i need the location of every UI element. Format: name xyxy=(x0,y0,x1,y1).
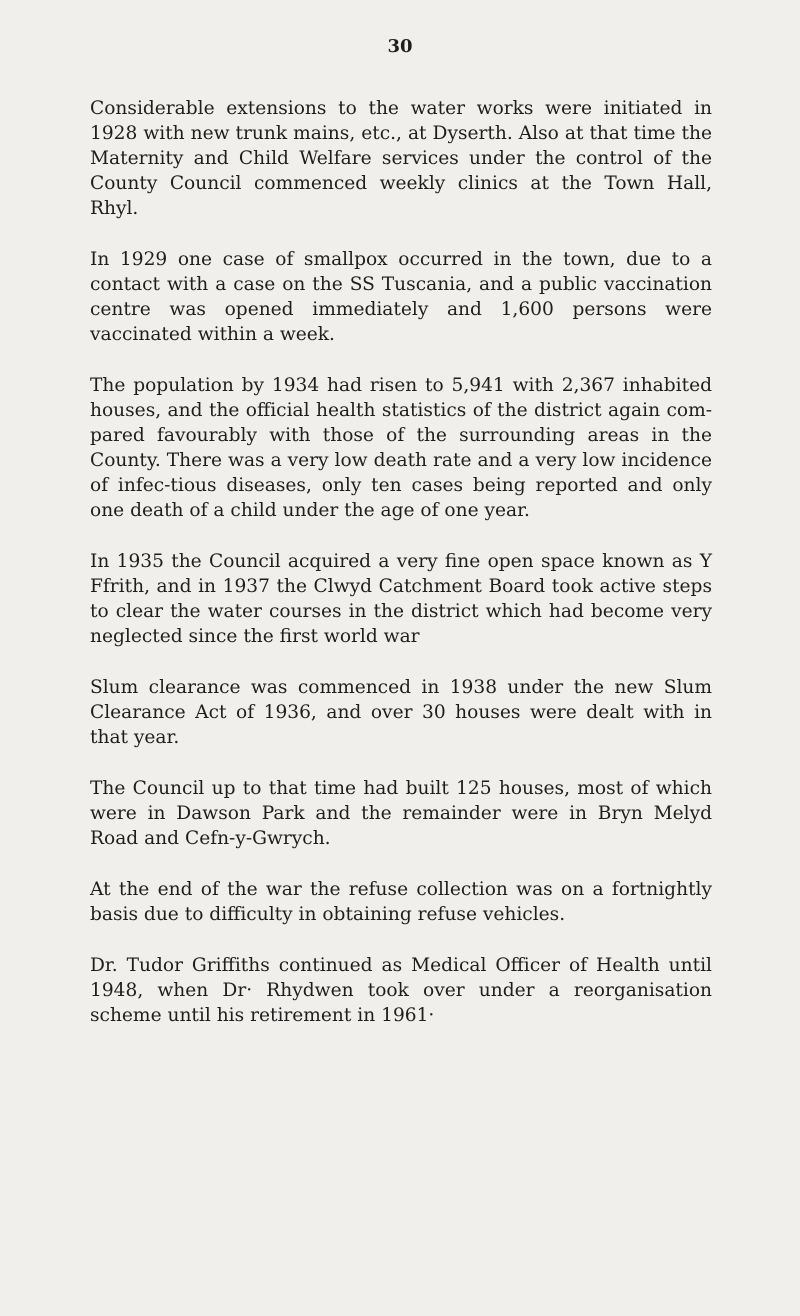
paragraph-medical-officer: Dr. Tudor Griffiths continued as Medical Officer of Health until 1948, when Dr· Rhydwen took over under a reorganisation scheme until his retirement in 1961· xyxy=(90,955,712,1026)
paragraph-council-houses: The Council up to that time had built 125 houses, most of which were in Dawson Park and the remainder were in Bryn Melyd Road and Cefn-y-Gwrych. xyxy=(90,778,712,849)
paragraph-water-works: Considerable extensions to the water works were initiated in 1928 with new trunk mains, etc., at Dyserth. Also at that time the Maternity and Child Welfare services under the control of the County Council commenced weekly clinics at the Town Hall, Rhyl. xyxy=(90,98,712,219)
paragraph-population: The population by 1934 had risen to 5,941 with 2,367 inhabited houses, and the official health statistics of the district again com-pared favourably with those of the surrounding areas in the County. There was a very low death rate and a very low incidence of infec-tious diseases, only ten cases being reported and only one death of a child under the age of one year. xyxy=(90,375,712,521)
paragraph-refuse-collection: At the end of the war the refuse collection was on a fortnightly basis due to difficulty in obtaining refuse vehicles. xyxy=(90,879,712,925)
paragraph-smallpox: In 1929 one case of smallpox occurred in the town, due to a contact with a case on the SS Tuscania, and a public vaccination centre was opened immediately and 1,600 persons were vaccinated within a week. xyxy=(90,249,712,345)
page-number: 30 xyxy=(387,36,413,57)
paragraph-open-space: In 1935 the Council acquired a very fine open space known as Y Ffrith, and in 1937 the Clwyd Catchment Board took active steps to clear the water courses in the district which had become very neglected since the first world war xyxy=(90,551,712,647)
paragraph-slum-clearance: Slum clearance was commenced in 1938 under the new Slum Clearance Act of 1936, and over 30 houses were dealt with in that year. xyxy=(90,677,712,748)
body-text xyxy=(90,96,712,1054)
